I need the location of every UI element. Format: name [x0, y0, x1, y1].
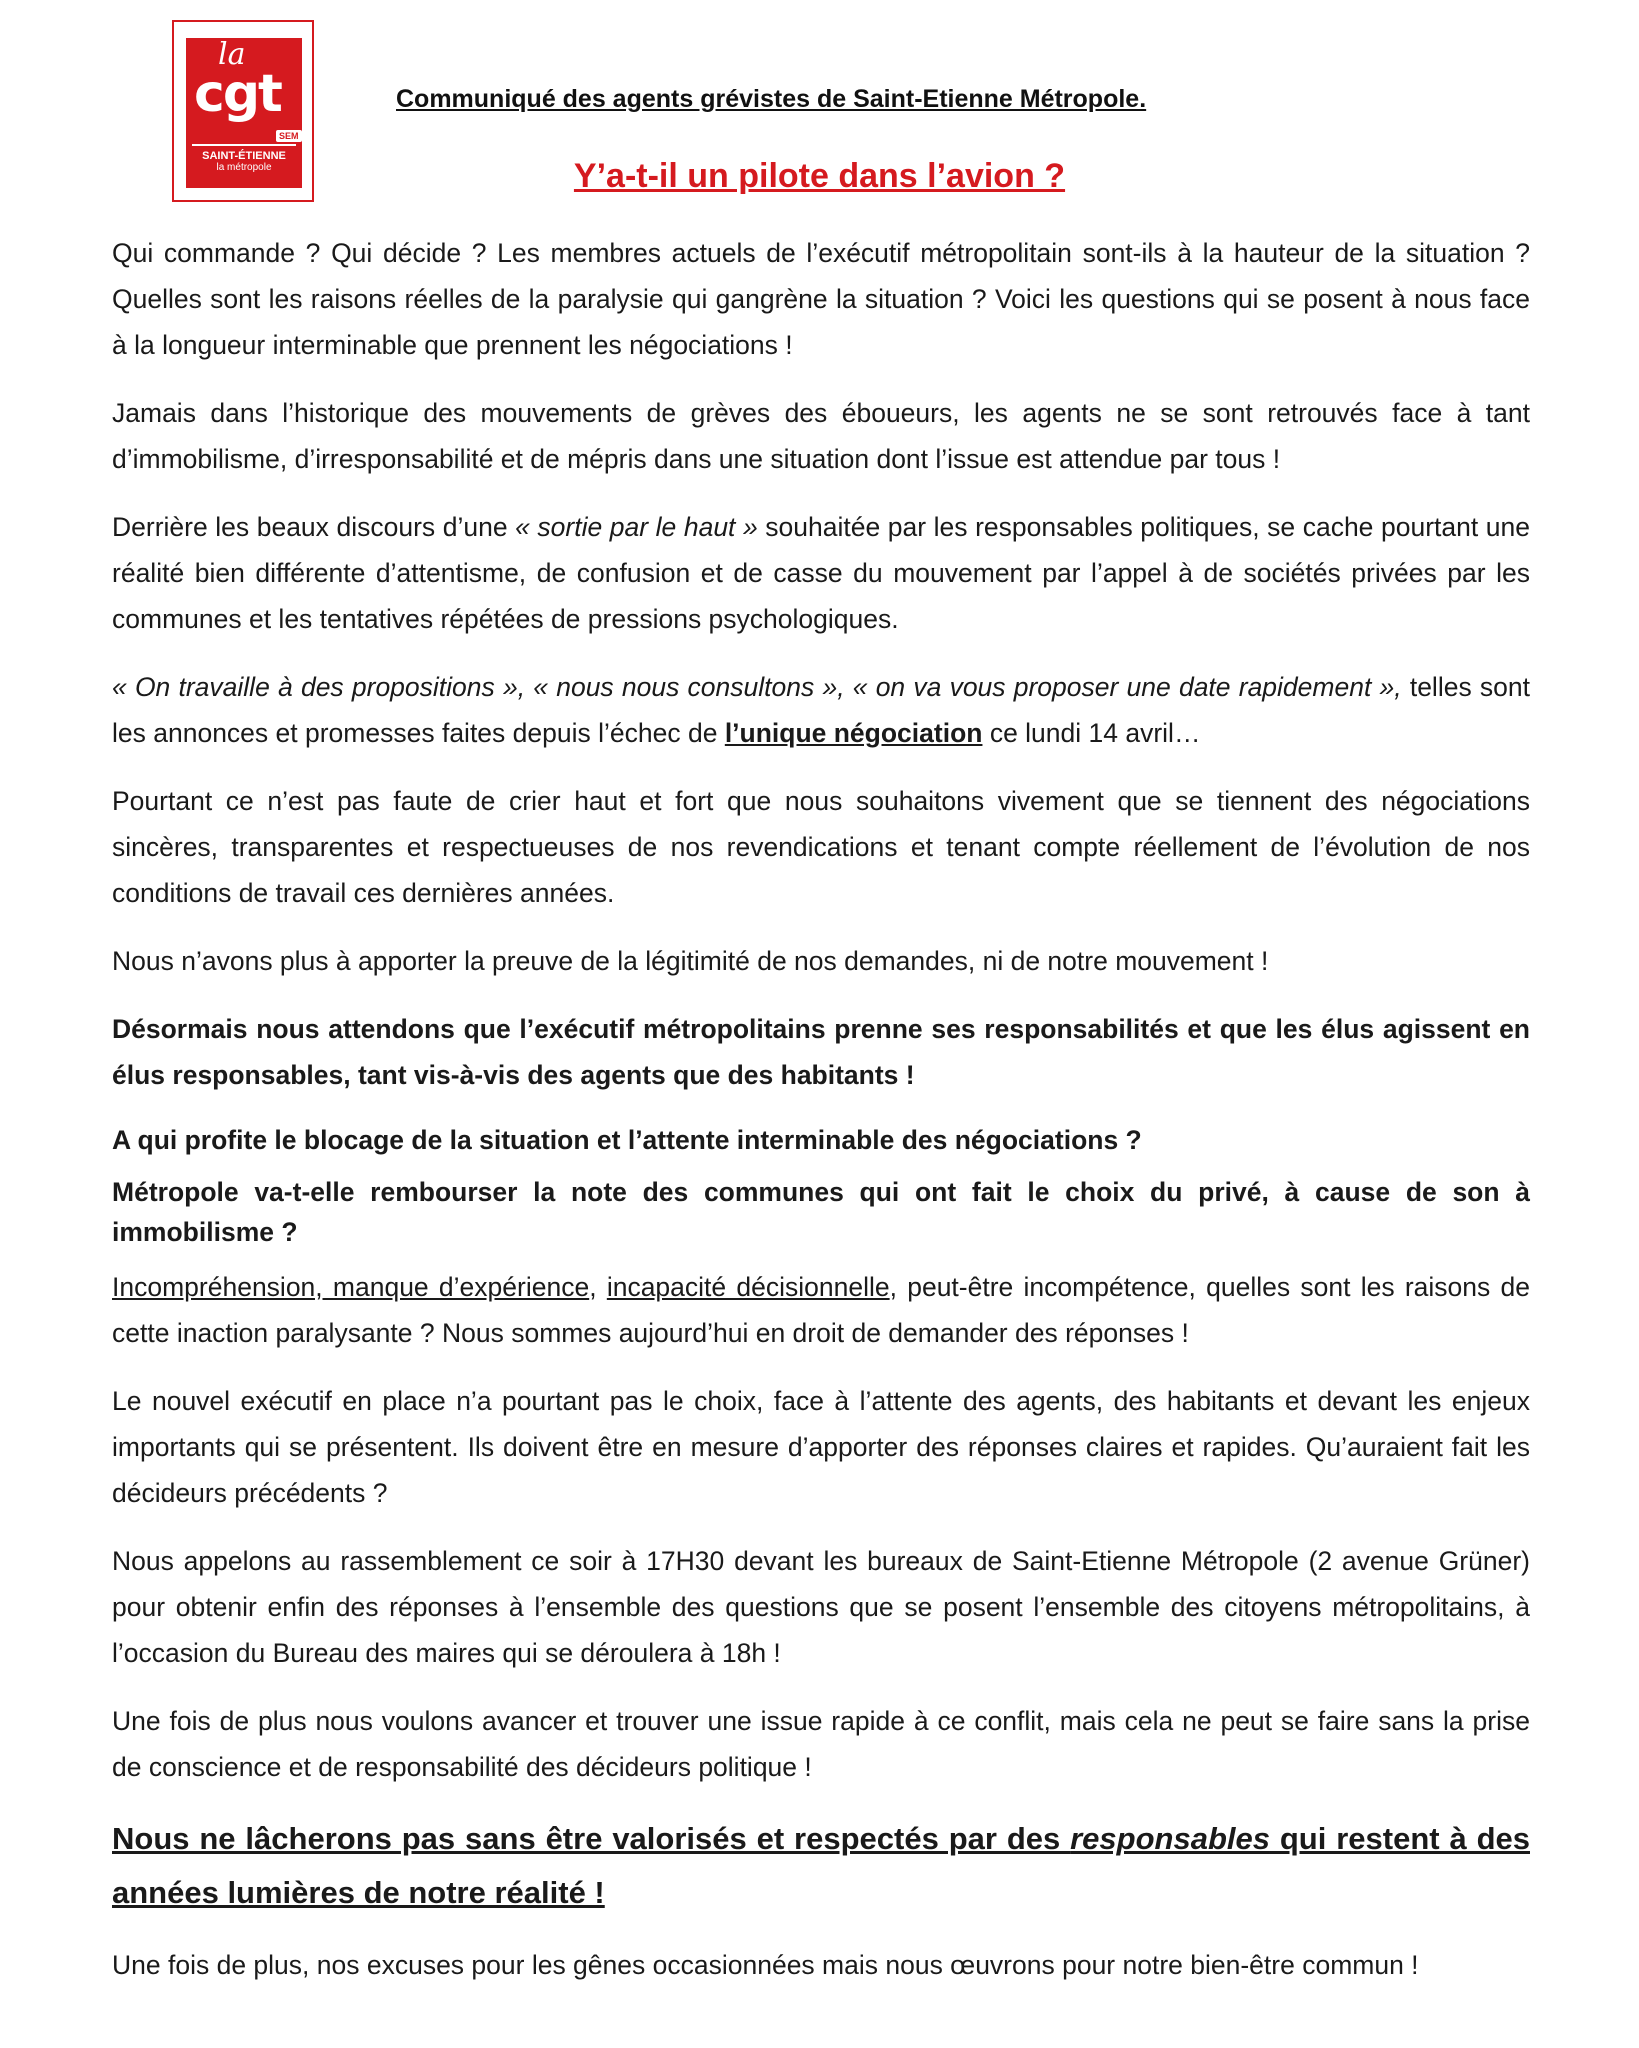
logo-metropole-text: la métropole	[216, 162, 272, 173]
paragraph-4	[112, 664, 1530, 756]
paragraph-6: Nous n’avons plus à apporter la preuve de la légitimité de nos demandes, ni de notre mouvement !	[112, 946, 1269, 976]
closing-paragraph: Une fois de plus, nos excuses pour les gênes occasionnées mais nous œuvrons pour notre bien-être commun !	[112, 1950, 1419, 1980]
paragraph-2: Jamais dans l’historique des mouvements de grèves des éboueurs, les agents ne se sont retrouvés face à tant d’immobilisme, d’irresponsabilité et de mépris dans une situation dont l’issue est attendue par tous !	[112, 398, 1530, 474]
final-statement	[112, 1812, 1530, 1920]
logo-city-text: SAINT-ÉTIENNE	[202, 150, 286, 162]
paragraph-3-quote: « sortie par le haut »	[515, 512, 758, 542]
paragraph-3	[112, 504, 1530, 642]
paragraph-10-rest: , peut-être incompétence, quelles sont les raisons de cette inaction paralysante ? Nous sommes aujourd’hui en droit de demander des réponses !	[112, 1272, 1530, 1348]
paragraph-11: Le nouvel exécutif en place n’a pourtant pas le choix, face à l’attente des agents, des habitants et devant les enjeux importants qui se présentent. Ils doivent être en mesure d’apporter des réponses claires et rapides. Qu’auraient fait les décideurs précédents ?	[112, 1386, 1530, 1508]
paragraph-7-bold: Désormais nous attendons que l’exécutif métropolitains prenne ses responsabilités et que les élus agissent en élus responsables, tant vis-à-vis des agents que des habitants !	[112, 1014, 1530, 1090]
paragraph-4-quotes: « On travaille à des propositions », « nous nous consultons », « on va vous proposer une date rapidement »,	[112, 672, 1402, 702]
paragraph-8-bold: A qui profite le blocage de la situation et l’attente interminable des négociations ?	[112, 1125, 1142, 1155]
document-body	[112, 230, 1530, 2010]
logo-cgt-text: cgt	[194, 64, 281, 124]
paragraph-10-separator: ,	[589, 1272, 607, 1302]
paragraph-10-underline-1: Incompréhension, manque d’expérience	[112, 1272, 590, 1302]
paragraph-9-bold: Métropole va-t-elle rembourser la note des communes qui ont fait le choix du privé, à cause de son à immobilisme ?	[112, 1177, 1530, 1247]
paragraph-1: Qui commande ? Qui décide ? Les membres actuels de l’exécutif métropolitain sont-ils à la hauteur de la situation ? Quelles sont les raisons réelles de la paralysie qui gangrène la situation ? Voici les questions qui se posent à nous face à la longueur interminable que prennent les négociations !	[112, 238, 1530, 360]
paragraph-5: Pourtant ce n’est pas faute de crier haut et fort que nous souhaitons vivement que se tiennent des négociations sincères, transparentes et respectueuses de nos revendications et tenant compte réellement de l’évolution de nos conditions de travail ces dernières années.	[112, 786, 1530, 908]
paragraph-3-text-b: souhaitée par les responsables politiques, se cache pourtant une réalité bien différente d’attentisme, de confusion et de casse du mouvement par l’appel à de sociétés privées par les communes et les tentatives répétées de pressions psychologiques.	[112, 512, 1530, 634]
paragraph-12: Nous appelons au rassemblement ce soir à 17H30 devant les bureaux de Saint-Etienne Métropole (2 avenue Grüner) pour obtenir enfin des réponses à l’ensemble des questions que se posent l’ensemble des citoyens métropolitains, à l’occasion du Bureau des maires qui se déroulera à 18h !	[112, 1546, 1530, 1668]
document-header-title: Communiqué des agents grévistes de Saint-Etienne Métropole.	[396, 85, 1147, 113]
paragraph-4-text-b: ce lundi 14 avril…	[982, 718, 1201, 748]
document-headline: Y’a-t-il un pilote dans l’avion ?	[573, 157, 1066, 195]
final-statement-b: qui restent à des années lumières de notre réalité !	[112, 1821, 1530, 1910]
paragraph-13: Une fois de plus nous voulons avancer et trouver une issue rapide à ce conflit, mais cela ne peut se faire sans la prise de conscience et de responsabilité des décideurs politique !	[112, 1706, 1530, 1782]
final-statement-a: Nous ne lâcherons pas sans être valorisés et respectés par des	[112, 1821, 1071, 1856]
logo-divider	[192, 144, 296, 146]
paragraph-10	[112, 1264, 1530, 1356]
paragraph-3-text-a: Derrière les beaux discours d’une	[112, 512, 516, 542]
paragraph-10-underline-2: incapacité décisionnelle	[606, 1272, 890, 1302]
logo-sem-badge: SEM	[276, 130, 302, 142]
paragraph-4-text-a: telles sont les annonces et promesses faites depuis l’échec de	[112, 672, 1530, 748]
final-statement-emphasis: responsables	[1070, 1821, 1270, 1856]
logo-la-text: la	[218, 37, 246, 72]
paragraph-4-emphasis: l’unique négociation	[724, 718, 983, 748]
